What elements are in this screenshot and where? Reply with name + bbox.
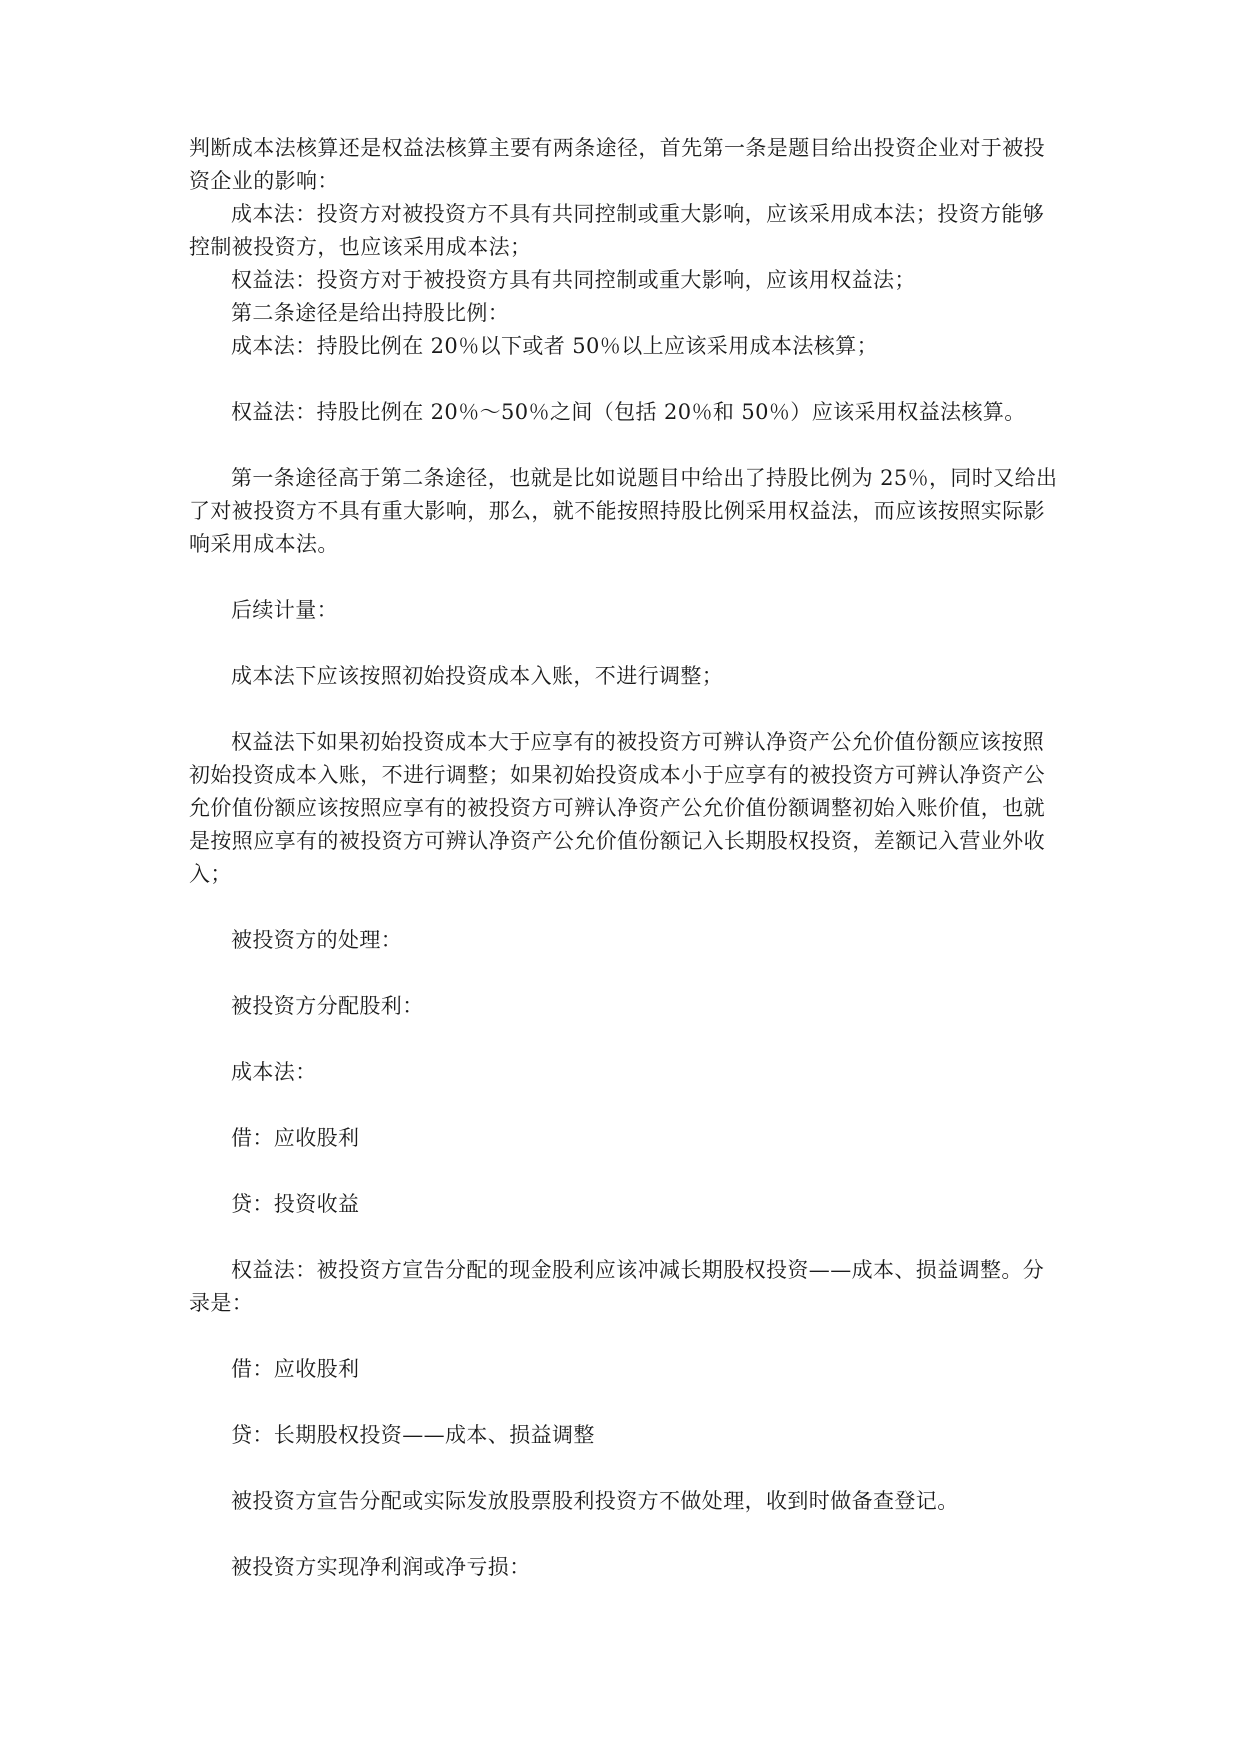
net-profit-loss-heading: 被投资方实现净利润或净亏损：: [231, 1555, 531, 1579]
cost-method-influence-paragraph: 成本法：投资方对被投资方不具有共同控制或重大影响，应该采用成本法；投资方能够控制被投资方，也应该采用成本法；: [189, 202, 1045, 259]
investee-treatment-heading: 被投资方的处理：: [231, 928, 403, 952]
cost-method-label: 成本法：: [231, 1060, 317, 1084]
journal-debit-line: 借：应收股利: [231, 1357, 360, 1381]
equity-method-subsequent-paragraph: 权益法下如果初始投资成本大于应享有的被投资方可辨认净资产公允价值份额应该按照初始投资成本入账，不进行调整；如果初始投资成本小于应享有的被投资方可辨认净资产公允价值份额应该按照应享有的被投资方可辨认净资产公允价值份额调整初始入账价值，也就是按照应享有的被投资方可辨认净资产公允价值份额记入长期股权投资，差额记入营业外收入；: [189, 730, 1045, 886]
equity-method-influence-paragraph: 权益法：投资方对于被投资方具有共同控制或重大影响，应该用权益法；: [231, 268, 916, 292]
equity-method-dividend-paragraph: 权益法：被投资方宣告分配的现金股利应该冲减长期股权投资——成本、损益调整。分录是：: [189, 1258, 1045, 1315]
equity-method-ratio-paragraph: 权益法：持股比例在 20％～50％之间（包括 20％和 50％）应该采用权益法核算。: [231, 400, 1026, 424]
subsequent-measurement-heading: 后续计量：: [231, 598, 338, 622]
second-route-paragraph: 第二条途径是给出持股比例：: [231, 301, 510, 325]
journal-credit-line: 贷：长期股权投资——成本、损益调整: [231, 1423, 595, 1447]
intro-paragraph: 判断成本法核算还是权益法核算主要有两条途径，首先第一条是题目给出投资企业对于被投资企业的影响：: [189, 136, 1045, 193]
journal-credit-line: 贷：投资收益: [231, 1192, 360, 1216]
cost-method-ratio-paragraph: 成本法：持股比例在 20％以下或者 50％以上应该采用成本法核算；: [231, 334, 878, 358]
journal-debit-line: 借：应收股利: [231, 1126, 360, 1150]
stock-dividend-paragraph: 被投资方宣告分配或实际发放股票股利投资方不做处理，收到时做备查登记。: [231, 1489, 959, 1513]
priority-paragraph: 第一条途径高于第二条途径，也就是比如说题目中给出了持股比例为 25％，同时又给出了对被投资方不具有重大影响，那么，就不能按照持股比例采用权益法，而应该按照实际影响采用成本法。: [189, 466, 1058, 556]
cost-method-subsequent-paragraph: 成本法下应该按照初始投资成本入账，不进行调整；: [231, 664, 724, 688]
dividend-distribution-heading: 被投资方分配股利：: [231, 994, 424, 1018]
